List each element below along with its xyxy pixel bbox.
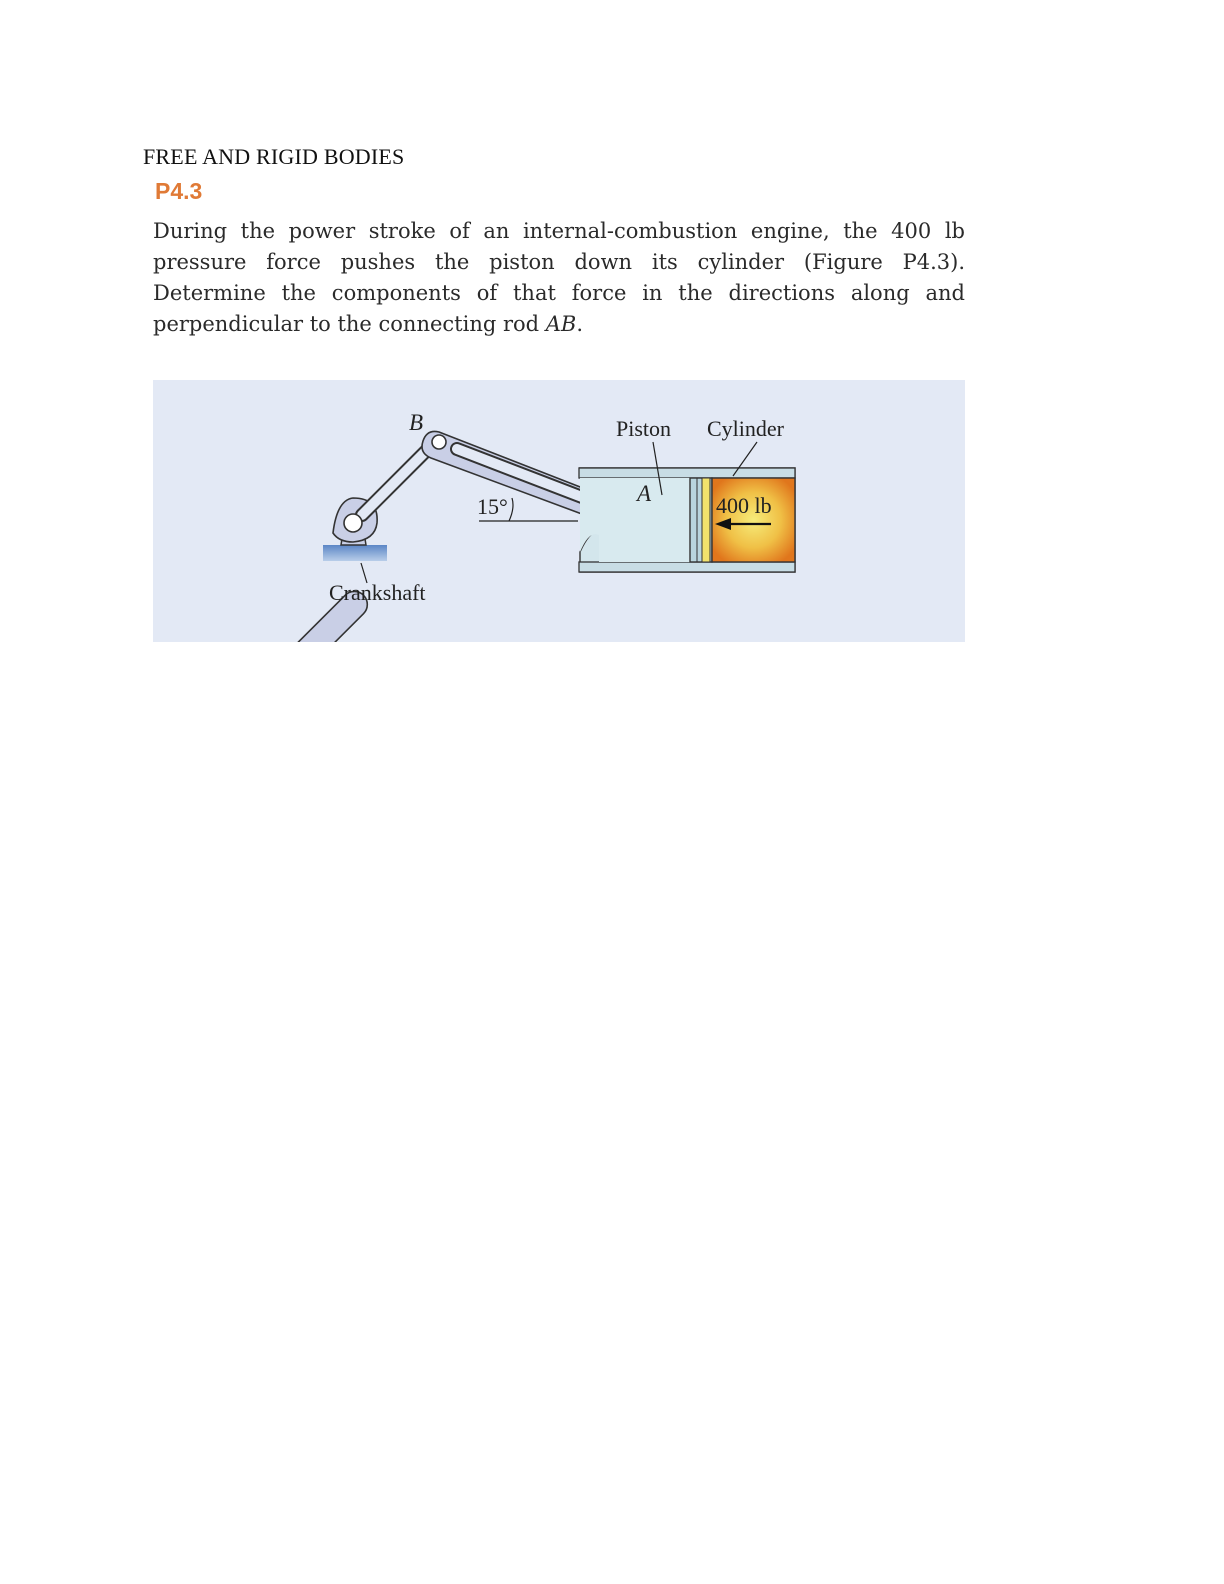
problem-text-main: During the power stroke of an internal-combustion engine, the 400 lb pressure force pushes the piston down its cylinder (Figure P4.3). Determine the components of that force in the directions along and perpendicular to the connecting rod bbox=[153, 219, 965, 336]
label-b: B bbox=[409, 410, 424, 435]
label-piston: Piston bbox=[616, 416, 672, 441]
combustion-chamber bbox=[712, 478, 795, 562]
engine-diagram bbox=[153, 380, 965, 642]
label-angle: 15° bbox=[477, 494, 508, 519]
label-cylinder: Cylinder bbox=[707, 416, 784, 441]
pin-b bbox=[432, 435, 446, 449]
problem-text-rod-label: AB bbox=[545, 312, 577, 336]
section-title: FREE AND RIGID BODIES bbox=[143, 144, 405, 169]
problem-text-end: . bbox=[576, 312, 584, 336]
crankshaft-pin bbox=[344, 514, 362, 532]
label-a: A bbox=[637, 481, 652, 506]
label-crankshaft: Crankshaft bbox=[329, 580, 426, 605]
angle-arc bbox=[509, 498, 513, 521]
problem-statement bbox=[153, 216, 965, 340]
piston-face bbox=[702, 478, 710, 562]
figure-p4-3 bbox=[153, 380, 965, 642]
problem-id: P4.3 bbox=[155, 178, 203, 204]
label-force: 400 lb bbox=[716, 493, 772, 518]
ground-base bbox=[323, 545, 387, 561]
